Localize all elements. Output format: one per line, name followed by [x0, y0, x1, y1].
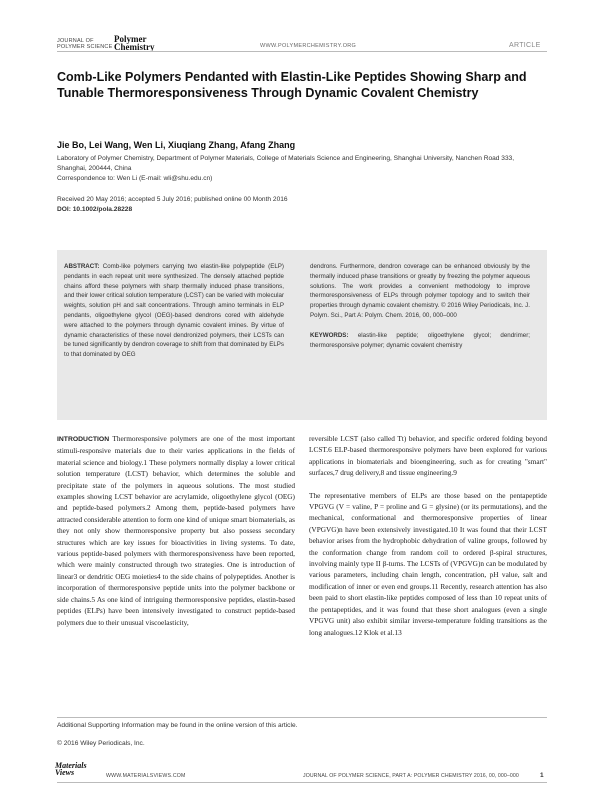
- footer-divider: [57, 717, 547, 718]
- affiliation: Laboratory of Polymer Chemistry, Department of Polymer Materials, College of Materials Science and Engineering, Shanghai University, Nanchen Road 333, Shanghai, 200444, China: [57, 155, 515, 172]
- publisher-url[interactable]: WWW.MATERIALSVIEWS.COM: [106, 773, 186, 779]
- publication-dates: Received 20 May 2016; accepted 5 July 2016; published online 00 Month 2016: [57, 196, 288, 203]
- page-number: 1: [540, 772, 544, 779]
- journal-name-line1: JOURNAL OF: [57, 38, 94, 44]
- correspondence: Correspondence to: Wen Li (E-mail: wli@shu.edu.cn): [57, 175, 213, 182]
- footer-journal-citation: JOURNAL OF POLYMER SCIENCE, PART A: POLYMER CHEMISTRY 2016, 00, 000–000: [303, 773, 519, 779]
- introduction-paragraph: Thermoresponsive polymers are one of the most important stimuli-responsive materials due to their varies applications in the fields of material science and biology.1 These polymers normally display a lower critical solution temperature (LCST) behavior, which determines the soluble and precipitate state of the polymers in aqueous solutions. The most studied examples showing LCST behavior are acrylamide, oligoethylene glycol (OEG) and peptide-based polymers.2 Among them, peptide-based polymers have attracted considerable attention to form one kind of unique smart biomaterials, as they not only show thermoresponsive property but also possess secondary structures which are key issues for bioactivities in living systems. To date, various peptide-based polymers with thermoresponsiveness have been reported, which were mainly constructed through two strategies. One is introduction of linear3 or dendritic OEG moieties4 to the side chains of polypeptides. Another is incorporation of thermoresponsive peptide units into the polymer backbone or side chains.5 As one kind of intriguing thermoresponsive peptides, elastin-based peptides (ELPs) have been intensively investigated to construct peptide-based polymers due to their unusual viscoelasticity,: [57, 434, 295, 627]
- section-label: ARTICLE: [509, 42, 541, 49]
- introduction-heading: INTRODUCTION: [57, 436, 110, 443]
- copyright: © 2016 Wiley Periodicals, Inc.: [57, 740, 145, 747]
- logo-line1: Polymer: [114, 34, 147, 44]
- body-right-column: [309, 433, 547, 638]
- abstract-right-column: [310, 262, 530, 350]
- journal-name-line2: POLYMER SCIENCE: [57, 44, 113, 50]
- doi[interactable]: DOI: 10.1002/pola.28228: [57, 206, 133, 213]
- abstract-box: [57, 250, 547, 420]
- bottom-divider: [57, 782, 547, 783]
- logo-line2: Chemistry: [114, 42, 155, 52]
- body-left-column: [57, 433, 295, 628]
- publication-info: [57, 195, 537, 215]
- paragraph-elps: The representative members of ELPs are those based on the pentapeptide VPGVG (V = valine, P = proline and G = glysine) (or its permutations), and the mechanical, conformational and thermoresponsive properties of linear (VPGVG)n have been extensively investigated.10 It was found that their LCST behavior arises from the hydrophobic dehydration of valine groups, followed by the conformation change from random coil to ordered β-spiral structures, involving mainly type II β-turns. The LCSTs of (VPGVG)n can be modulated by various parameters, including chain length, concentration, pH value, salt and modification of inner or even end groups.11 Recently, research attention has also been paid to short elastin-like peptides composed of less than 10 repeat units of the pentapeptides, and it was found that these short analogues (even a single VPGVG unit) also exhibit similar inverse-temperature folding transitions as the long analogues.12 Klok et al.13: [309, 490, 547, 637]
- keywords-label: KEYWORDS:: [310, 331, 349, 339]
- paragraph-continued: reversible LCST (also called Tt) behavior, and specific ordered folding beyond LCST.6 ELP-based thermoresponsive polymers have been explored for various applications in biomaterials and bioengineering, such as for creating "smart" surfaces,7 drug delivery,8 and tissue engineering.9: [309, 434, 547, 478]
- publisher-logo-line1: Materials: [55, 761, 87, 770]
- article-title: Comb-Like Polymers Pendanted with Elastin-Like Peptides Showing Sharp and Tunable Thermoresponsiveness Through Dynamic Covalent Chemistry: [57, 70, 527, 100]
- affiliation-block: [57, 154, 537, 184]
- header-divider: [57, 51, 547, 52]
- abstract-text-right: dendrons. Furthermore, dendron coverage can be enhanced obviously by the thermally induced phase transitions or greatly by freezing the polymer aqueous solutions. The work provides a convenient methodology to improve thermoresponsiveness of ELPs through polymer topology and to switch their properties through dynamic covalent chemistry. © 2016 Wiley Periodicals, Inc. J. Polym. Sci., Part A: Polym. Chem. 2016, 00, 000–000: [310, 263, 530, 319]
- materials-views-logo: [55, 762, 87, 776]
- journal-name: [57, 38, 112, 50]
- abstract-left-column: [64, 262, 284, 360]
- author-list: Jie Bo, Lei Wang, Wen Li, Xiuqiang Zhang, Afang Zhang: [57, 140, 296, 150]
- abstract-text-left: Comb-like polymers carrying two elastin-like polypeptide (ELP) pendants in each repeat unit were synthesized. The densely attached peptide chains afford these polymers with sharp thermally induced phase transitions, and their lower critical solution temperature (LCST) can be varied with molecular weights, solution pH and salt concentrations. Through amino terminals in ELP pendants, oligoethylene glycol (OEG)-based dendrons cored with aldehyde were attached to the polymers through dynamic covalent imines. By virtue of dynamic characteristics of these novel dendronized polymers, their LCSTs can be tuned significantly by dendron coverage to shift from that dominated by ELPs to that dominated by OEG: [64, 263, 284, 359]
- journal-url[interactable]: WWW.POLYMERCHEMISTRY.ORG: [260, 43, 357, 49]
- supporting-info-note: Additional Supporting Information may be found in the online version of this article.: [57, 722, 298, 729]
- keywords-list: elastin-like peptide; oligoethylene glycol; dendrimer; thermoresponsive polymer; dynamic covalent chemistry: [310, 331, 530, 349]
- abstract-label: ABSTRACT:: [64, 263, 100, 270]
- polymer-chemistry-logo: [114, 35, 155, 51]
- publisher-logo-line2: Views: [55, 768, 75, 777]
- keywords: [310, 331, 530, 351]
